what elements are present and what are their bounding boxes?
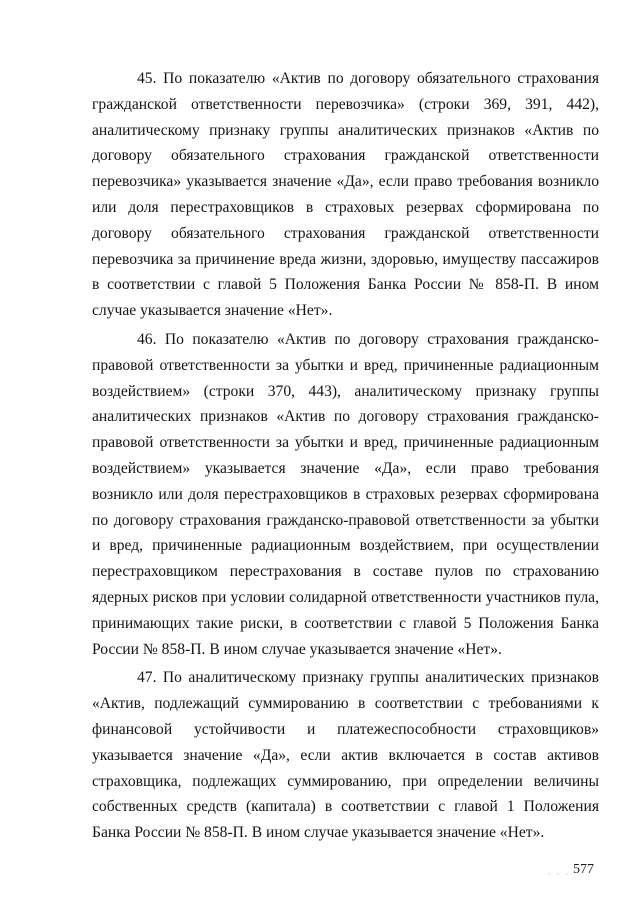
paragraph-45: 45. По показателю «Актив по договору обязательного страхования гражданской ответственности перевозчика» (строки 369, 391, 442), аналитическому признаку группы аналитических признаков «Актив по договору обязательного страхования гражданской ответственности перевозчика» указывается значение «Да», если право требования возникло или доля перестраховщиков в страховых резервах сформирована по договору обязательного страхования гражданской ответственности перевозчика за причинение вреда жизни, здоровью, имуществу пассажиров в соответствии с главой 5 Положения Банка России № 858-П. В ином случае указывается значение «Нет». [92, 70, 599, 320]
document-body [92, 66, 599, 849]
paragraph-46: 46. По показателю «Актив по договору страхования гражданско-правовой ответственности за убытки и вред, причиненные радиационным воздействием» (строки 370, 443), аналитическому признаку группы аналитических признаков «Актив по договору страхования гражданско-правовой ответственности за убытки и вред, причиненные радиационным воздействием» указывается значение «Да», если право требования возникло или доля перестраховщиков в страховых резервах сформирована по договору страхования гражданско-правовой ответственности за убытки и вред, причиненные радиационным воздействием, при осуществлении перестраховщиком перестрахования в составе пулов по страхованию ядерных рисков при условии солидарной ответственности участников пула, принимающих такие риски, в соответствии с главой 5 Положения Банка России № 858-П. В ином случае указывается значение «Нет». [92, 330, 599, 658]
paragraph-47: 47. По аналитическому признаку группы аналитических признаков «Актив, подлежащий суммированию в соответствии с требованиями к финансовой устойчивости и платежеспособности страховщиков» указывается значение «Да», если актив включается в состав активов страховщика, подлежащих суммированию, при определении величины собственных средств (капитала) в соответствии с главой 1 Положения Банка России № 858-П. В ином случае указывается значение «Нет». [92, 669, 599, 842]
scan-artifact-marks: · · · [548, 870, 570, 879]
page-number: 577 [573, 862, 594, 877]
